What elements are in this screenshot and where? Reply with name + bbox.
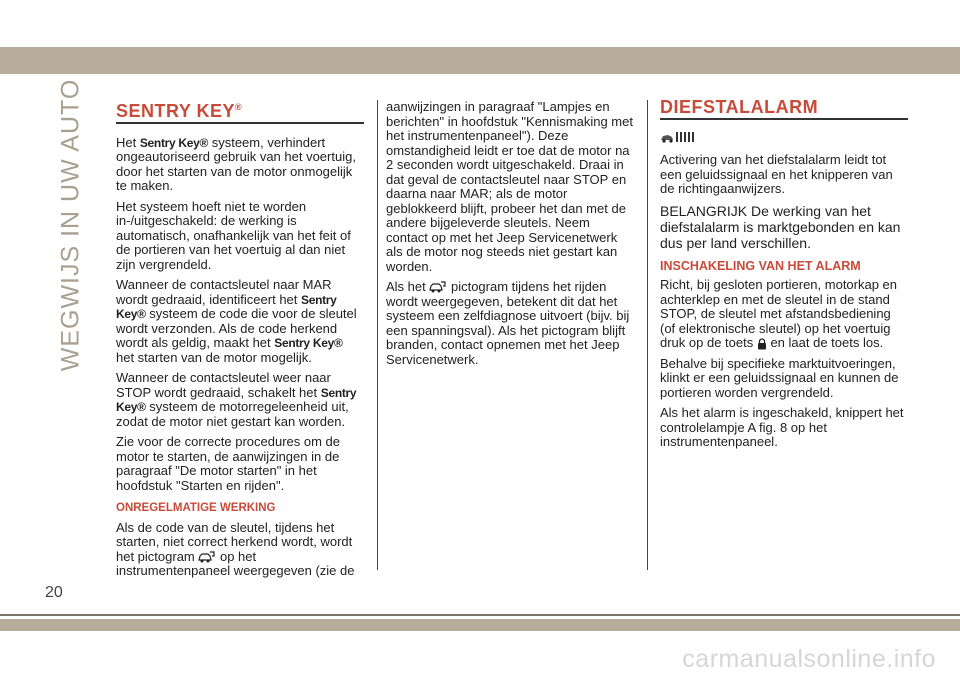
- paragraph: Het Sentry Key® systeem, verhindert ongeautoriseerd gebruik van het voertuig, door het starten van de motor onmogelijk te maken.: [116, 134, 356, 193]
- paragraph: Zie voor de correcte procedures om de motor te starten, de aanwijzingen in de paragraaf "De motor starten" in het hoofdstuk "Starten en rijden".: [116, 434, 340, 493]
- car-key-icon: [198, 551, 216, 564]
- header-band: [0, 47, 960, 74]
- heading-sentry-key: SENTRY KEY®: [116, 100, 364, 124]
- paragraph: Richt, bij gesloten portieren, motorkap en achterklep en met de sleutel in de stand STOP, de sleutel met afstandsbediening (of elektronische sleutel) op het voertuig druk op de toets en laat de toets los.: [660, 277, 898, 350]
- footer-band: [0, 619, 960, 631]
- important-note: BELANGRIJK De werking van het diefstalalarm is marktgebonden en kan dus per land verschillen.: [660, 202, 901, 251]
- watermark: carmanualsonline.info: [682, 645, 936, 673]
- column-continued: [386, 100, 634, 373]
- column-divider: [377, 100, 378, 570]
- page-number: 20: [45, 584, 63, 601]
- paragraph: Behalve bij specifieke marktuitvoeringen, klinkt er een geluidssignaal en kunnen de portieren worden vergrendeld.: [660, 355, 899, 400]
- section-side-title: WEGWIJS IN UW AUTO: [56, 78, 85, 372]
- subheading-inschakeling: INSCHAKELING VAN HET ALARM: [660, 258, 861, 273]
- paragraph: Het systeem hoeft niet te worden in-/uitgeschakeld: de werking is automatisch, onafhankelijk van het feit of de portieren van het voertuig al dan niet zijn vergrendeld.: [116, 198, 351, 272]
- car-key-icon: [429, 281, 447, 294]
- column-sentry-key: [116, 100, 364, 585]
- paragraph: Als het pictogram tijdens het rijden wordt weergegeven, betekent dit dat het systeem een zelfdiagnose uitvoert (bijv. bij een spanningsval). Als het pictogram blijft branden, contact opnemen met het Jeep Servicenetwerk.: [386, 279, 630, 367]
- paragraph: aanwijzingen in paragraaf "Lampjes en berichten" in hoofdstuk "Kennismaking met het instrumentenpaneel"). Deze omstandigheid leidt er toe dat de motor na 2 seconden wordt uitgeschakeld. Draai in dat geval de contactsleutel naar STOP en daarna naar MAR; als de motor geblokkeerd blijft, probeer het dan met de andere bijgeleverde sleutels. Neem contact op met het Jeep Servicenetwerk als de motor nog steeds niet gestart kan worden.: [386, 99, 633, 274]
- subheading-onregelmatige-werking: ONREGELMATIGE WERKING: [116, 502, 276, 514]
- column-diefstalalarm: [660, 97, 908, 456]
- footer-line: [0, 614, 960, 616]
- paragraph: Activering van het diefstalalarm leidt tot een geluidssignaal en het knipperen van de richtingaanwijzers.: [660, 152, 893, 196]
- paragraph: Als de code van de sleutel, tijdens het starten, niet correct herkend wordt, wordt het pictogram op het instrumentenpaneel weergegeven (zie de: [116, 519, 355, 578]
- paragraph: Als het alarm is ingeschakeld, knippert het controlelampje A fig. 8 op het instrumentenpaneel.: [660, 405, 904, 449]
- column-divider: [647, 100, 648, 570]
- alarm-variant-icon: [660, 130, 696, 144]
- alarm-version-icon-row: [660, 130, 908, 148]
- paragraph: Wanneer de contactsleutel weer naar STOP wordt gedraaid, schakelt het Sentry Key® systeem de motorregeleenheid uit, zodat de motor niet gestart kan worden.: [116, 370, 357, 429]
- lock-icon: [757, 338, 767, 350]
- paragraph: Wanneer de contactsleutel naar MAR wordt gedraaid, identificeert het Sentry Key® systeem de code die voor de sleutel wordt verzonden. Als de code herkend wordt als geldig, maakt het Sentry Key® het starten van de motor mogelijk.: [116, 277, 357, 365]
- heading-diefstalalarm: DIEFSTALALARM: [660, 100, 908, 120]
